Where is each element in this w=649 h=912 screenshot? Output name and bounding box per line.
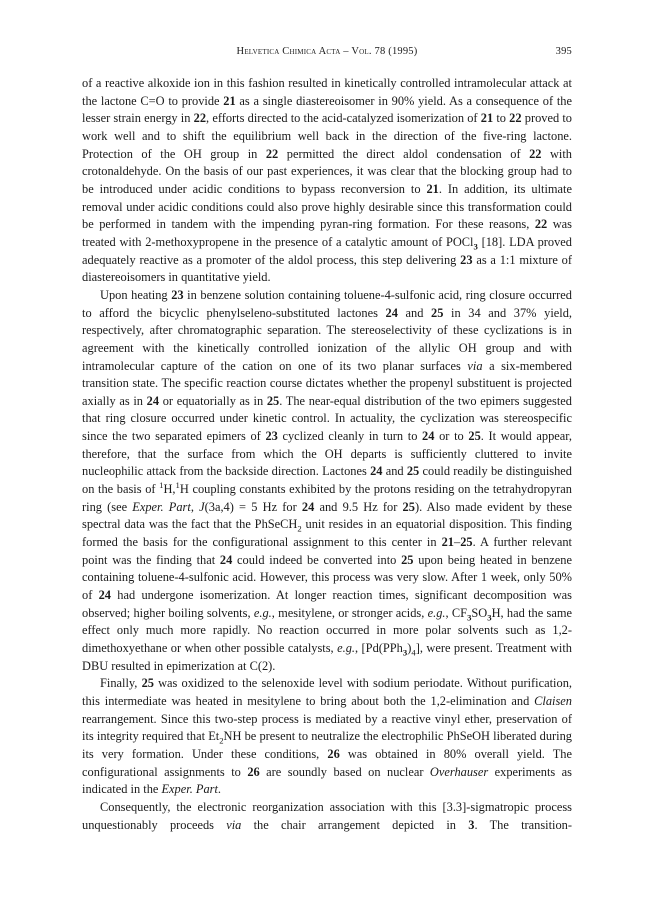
running-title: Helvetica Chimica Acta – Vol. 78 (1995) <box>236 46 418 57</box>
running-header <box>82 46 572 62</box>
paragraph: of a reactive alkoxide ion in this fashion resulted in kinetically controlled intramolecular attack at the lactone C=O to provide 21 as a single diastereoisomer in 90% yield. As a consequence of the lesser strain energy in 22, efforts directed to the acid-catalyzed isomerization of 21 to 22 proved to work well and to shift the equilibrium well back in the direction of the five-ring lactone. Protection of the OH group in 22 permitted the direct aldol condensation of 22 with crotonaldehyde. On the basis of our past experiences, it was clear that the blocking group had to be introduced under acidic conditions to bypass reconversion to 21. In addition, its ultimate removal under acidic conditions could also prove highly desirable since this transformation could be performed in tandem with the impending pyran-ring formation. For these reasons, 22 was treated with 2-methoxypropene in the presence of a catalytic amount of POCl$_3$ [18]. LDA proved adequately reactive as a promoter of the aldol process, this step delivering 23 as a 1:1 mixture of diastereoisomers in quantitative yield. <box>82 76 573 285</box>
paragraph: Finally, 25 was oxidized to the selenoxide level with sodium periodate. Without purification, this intermediate was heated in mesitylene to bring about both the 1,2-elimination and Claisen rearrangement. Since this two-step process is mediated by a reactive vinyl ether, preservation of its integrity required that $Et_2NH$ be present to neutralize the electrophilic PhSeOH liberated during its very formation. Under these conditions, 26 was obtained in 80% overall yield. The configurational assignments to 26 are soundly based on nuclear Overhauser experiments as indicated in the Exper. Part. <box>82 676 573 797</box>
paragraph: Upon heating 23 in benzene solution containing toluene-4-sulfonic acid, ring closure occurred to afford the bicyclic phenylseleno-substituted lactones 24 and 25 in 34 and 37% yield, respectively, after chromatographic separation. The stereoselectivity of these cyclizations is in agreement with the kinetically controlled ionization of the allylic OH group and with intramolecular capture of the cation on one of its two planar surfaces via a six-membered transition state. The specific reaction course dictates whether the propenyl substituent is projected axially as in 24 or equatorially as in 25. The near-equal distribution of the two epimers suggested that ring closure occurred under kinetic control. In actuality, the cyclization was stereospecific since the two separated epimers of 23 cyclized cleanly in turn to 24 or to 25. It would appear, therefore, that the surface from which the OH departs is sufficiently cluttered to invite nucleophilic attack from the backside direction. Lactones 24 and 25 could readily be distinguished on the basis of $^1$H,$^1$H coupling constants exhibited by the protons residing on the tetrahydropyran ring (see Exper. Part, J(3a,4) = 5 Hz for 24 and 9.5 Hz for 25). Also made evident by these spectral data was the fact that the PhSeCH$_2$ unit resides in an equatorial disposition. This finding formed the basis for the configurational assignment to this center in 21–25. A further relevant point was the finding that 24 could indeed be converted into 25 upon being heated in benzene containing toluene-4-sulfonic acid. However, this process was very slow. After 1 week, only 50% of 24 had undergone isomerization. At longer reaction times, significant decomposition was observed; higher boiling solvents, e.g., mesitylene, or stronger acids, e.g., $CF_3SO_3H$, had the same effect only much more rapidly. No reaction occurred in more polar solvents such as 1,2-dimethoxyethane or when other possible catalysts, e.g., $[Pd(PPh_3)_4]$, were present. Treatment with DBU resulted in epimerization at C(2). <box>82 287 573 673</box>
page-number: 395 <box>555 46 572 57</box>
paragraph: Consequently, the electronic reorganization association with this [3.3]-sigmatropic process unquestionably proceeds via the chair arrangement depicted in 3. The transition- <box>82 799 572 832</box>
body-text <box>82 75 572 834</box>
